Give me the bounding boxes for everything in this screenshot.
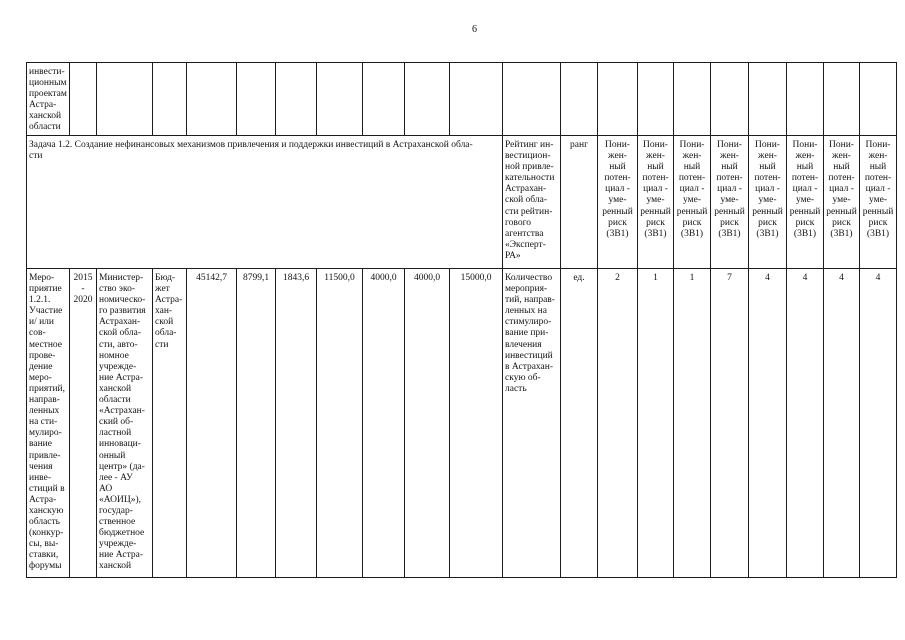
cell-activity-target xyxy=(824,269,860,578)
task-target: Пони- жен- ный потен- циал - уме- ренный риск (3В1) xyxy=(602,140,633,239)
task-indicator: Рейтинг ин- вестицион- ной привле- кательности Астрахан- ской обла- сти рейтин- гового агентства «Эксперт- РА» xyxy=(505,140,555,261)
cell-activity-indicator xyxy=(503,269,561,578)
cell-task-indicator xyxy=(503,136,561,269)
table-row-activity xyxy=(27,269,897,578)
cell-task-target xyxy=(638,136,674,269)
activity-amount: 1843,6 xyxy=(282,273,310,283)
activity-target: 4 xyxy=(802,273,808,283)
activity-target: 1 xyxy=(689,273,695,283)
activity-amount: 11500,0 xyxy=(324,273,355,283)
empty-cell xyxy=(237,63,276,136)
activity-amount: 4000,0 xyxy=(370,273,397,283)
cell-task-target xyxy=(711,136,749,269)
continued-text: инвести- ционным проектам Астра- ханской области xyxy=(29,67,67,133)
empty-cell xyxy=(317,63,363,136)
cell-activity-unit xyxy=(561,269,598,578)
cell-activity-amount xyxy=(363,269,405,578)
empty-cell xyxy=(450,63,503,136)
empty-cell xyxy=(860,63,897,136)
cell-activity-target xyxy=(638,269,674,578)
cell-activity-target xyxy=(860,269,897,578)
cell-task-target xyxy=(860,136,897,269)
activity-unit: ед. xyxy=(573,273,585,283)
empty-cell xyxy=(598,63,638,136)
cell-activity-target xyxy=(711,269,749,578)
table-row-task xyxy=(27,136,897,269)
task-target: Пони- жен- ный потен- циал - уме- ренный риск (3В1) xyxy=(826,140,857,239)
empty-cell xyxy=(638,63,674,136)
empty-cell xyxy=(70,63,97,136)
task-target: Пони- жен- ный потен- циал - уме- ренный риск (3В1) xyxy=(676,140,708,239)
activity-amount: 45142,7 xyxy=(196,273,227,283)
task-target: Пони- жен- ный потен- циал - уме- ренный риск (3В1) xyxy=(714,140,745,239)
cell-activity-target xyxy=(674,269,711,578)
cell-activity-amount xyxy=(405,269,450,578)
activity-amount: 4000,0 xyxy=(413,273,441,283)
cell-activity-amount xyxy=(276,269,317,578)
cell-task-target xyxy=(787,136,824,269)
page-number: 6 xyxy=(472,24,477,35)
activity-target: 2 xyxy=(615,273,620,283)
task-unit: ранг xyxy=(570,140,588,150)
empty-cell xyxy=(674,63,711,136)
cell-activity-target xyxy=(787,269,824,578)
task-target: Пони- жен- ный потен- циал - уме- ренный риск (3В1) xyxy=(752,140,783,239)
cell-continued-text xyxy=(27,63,70,136)
activity-indicator: Количество мероприя- тий, направ- ленных на стимулиро- вание при- влечения инвестиций в Астрахан- скую об- ласть xyxy=(505,273,555,394)
cell-activity-amount xyxy=(317,269,363,578)
cell-activity-period xyxy=(70,269,97,578)
activity-amount: 15000,0 xyxy=(460,273,492,283)
cell-task-target xyxy=(598,136,638,269)
empty-cell xyxy=(749,63,787,136)
task-target: Пони- жен- ный потен- циал - уме- ренный риск (3В1) xyxy=(640,140,671,239)
cell-task-title xyxy=(27,136,503,269)
empty-cell xyxy=(97,63,153,136)
empty-cell xyxy=(153,63,187,136)
task-title: Задача 1.2. Создание нефинансовых механизмов привлечения и поддержки инвестиций в Астраханской обла- сти xyxy=(29,140,473,162)
empty-cell xyxy=(711,63,749,136)
cell-activity-amount xyxy=(187,269,237,578)
activity-target: 7 xyxy=(727,273,732,283)
activity-target: 4 xyxy=(765,273,770,283)
activity-funding-source: Бюд- жет Астра- хан- ской обла- сти xyxy=(155,273,183,350)
empty-cell xyxy=(787,63,824,136)
empty-cell xyxy=(824,63,860,136)
task-target: Пони- жен- ный потен- циал - уме- ренный риск (3В1) xyxy=(789,140,821,239)
cell-activity-source xyxy=(153,269,187,578)
empty-cell xyxy=(363,63,405,136)
empty-cell xyxy=(187,63,237,136)
empty-cell xyxy=(561,63,598,136)
activity-period: 2015 - 2020 xyxy=(73,273,93,306)
activity-name: Меро- приятие 1.2.1. Участие и/ или сов- местное прове- дение меро- приятий, направ- ленных на сти- мулиро- вание привле- чения инве- стиций в Астра- ханскую область (конкур- сы, вы- ставки, форумы xyxy=(29,273,65,572)
table-row-continuation xyxy=(27,63,897,136)
cell-activity-amount xyxy=(237,269,276,578)
task-target: Пони- жен- ный потен- циал - уме- ренный риск (3В1) xyxy=(862,140,894,239)
activity-target: 1 xyxy=(653,273,658,283)
cell-activity-target xyxy=(749,269,787,578)
activity-amount: 8799,1 xyxy=(242,273,270,283)
empty-cell xyxy=(276,63,317,136)
cell-task-unit xyxy=(561,136,598,269)
empty-cell xyxy=(503,63,561,136)
cell-task-target xyxy=(749,136,787,269)
cell-activity-target xyxy=(598,269,638,578)
program-table xyxy=(26,62,897,578)
cell-activity-name xyxy=(27,269,70,578)
cell-task-target xyxy=(674,136,711,269)
activity-executor: Министер- ство эко- номическо- го развития Астрахан- ской обла- сти, авто- номное учрежде- ние Астра- ханской области «Астрахан- ский об- ластной инноваци- онный центр» (да- лее - АУ АО «АОИЦ»), государ- ственное бюджетное учрежде- ние Астра- ханской xyxy=(99,273,146,572)
activity-target: 4 xyxy=(839,273,844,283)
empty-cell xyxy=(405,63,450,136)
activity-target: 4 xyxy=(875,273,881,283)
cell-task-target xyxy=(824,136,860,269)
cell-activity-amount xyxy=(450,269,503,578)
cell-activity-executor xyxy=(97,269,153,578)
